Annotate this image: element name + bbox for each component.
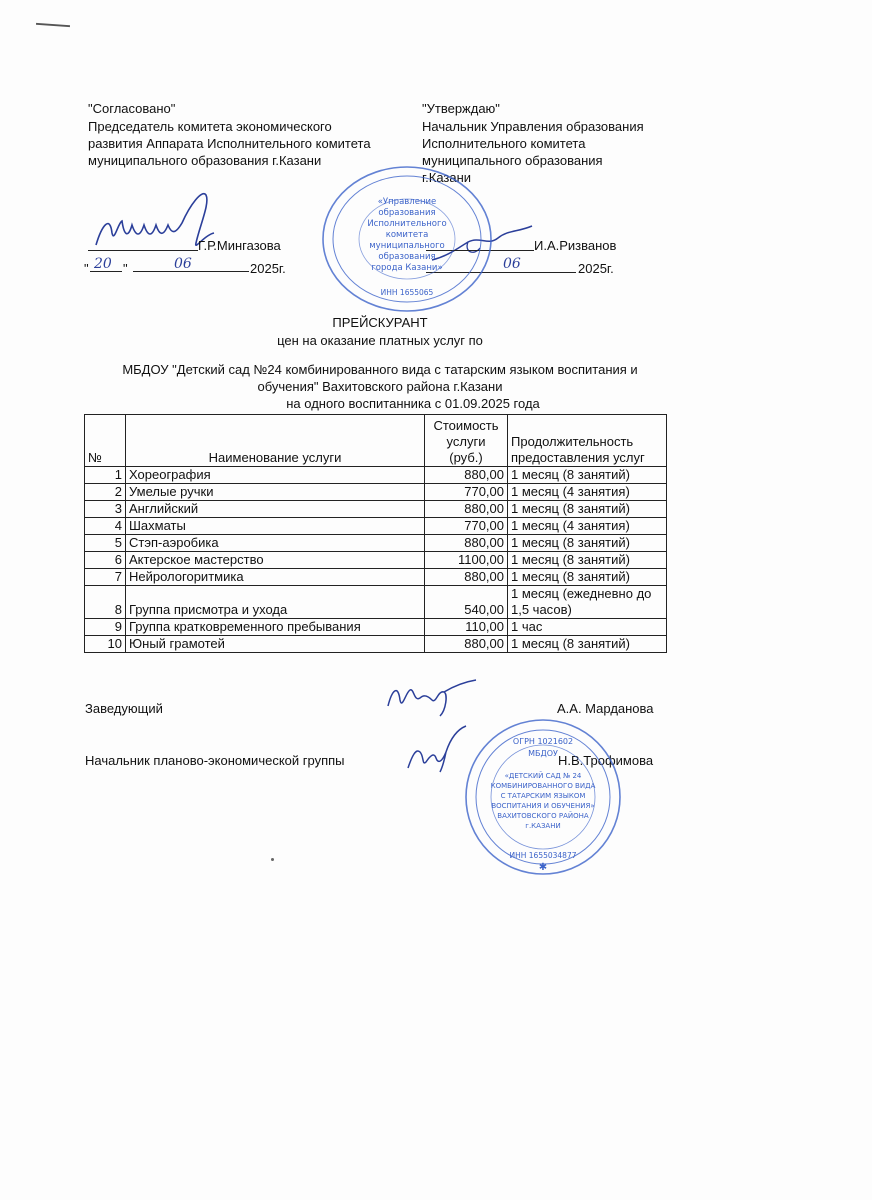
stamp-top-line: города Казани»	[371, 263, 443, 273]
row-num: 9	[85, 619, 126, 636]
date-year: 2025г.	[578, 261, 614, 276]
stamp-education-department	[320, 164, 494, 314]
document-subtitle: цен на оказание платных услуг по	[277, 333, 483, 348]
stamp-top-line: Исполнительного	[367, 219, 447, 229]
table-row	[85, 569, 667, 586]
stamp-kindergarten	[463, 716, 623, 878]
row-duration: 1 месяц (8 занятий)	[508, 501, 667, 518]
approval-left-line: Председатель комитета экономического	[88, 119, 332, 134]
date-month: 06	[503, 256, 521, 272]
row-num: 4	[85, 518, 126, 535]
stamp-bottom-inn: ИНН 1655034877	[509, 851, 577, 860]
row-price: 110,00	[425, 619, 508, 636]
row-service: Актерское мастерство	[126, 552, 425, 569]
row-service: Умелые ручки	[126, 484, 425, 501]
econ-title: Начальник планово-экономической группы	[85, 753, 345, 768]
header-num: №	[85, 415, 126, 467]
approval-right-line: г.Казани	[422, 170, 472, 185]
price-table	[84, 414, 667, 653]
stamp-top-line: образования	[378, 208, 436, 218]
row-num: 8	[85, 586, 126, 619]
stamp-bottom-line: «ДЕТСКИЙ САД № 24	[504, 772, 582, 780]
row-duration: 1 месяц (4 занятия)	[508, 518, 667, 535]
stamp-top-line: муниципального	[369, 241, 445, 251]
row-duration: 1 месяц (8 занятий)	[508, 636, 667, 653]
row-service: Нейрологоритмика	[126, 569, 425, 586]
stamp-bottom-line: КОМБИНИРОВАННОГО ВИДА	[490, 782, 596, 790]
stamp-bottom-ogrn: ОГРН 1021602	[512, 737, 574, 746]
row-service: Группа присмотра и ухода	[126, 586, 425, 619]
row-duration: 1 месяц (8 занятий)	[508, 535, 667, 552]
date-quote-open: "	[84, 261, 89, 276]
table-row	[85, 501, 667, 518]
row-num: 2	[85, 484, 126, 501]
date-year: 2025г.	[250, 261, 286, 276]
approval-right-name: И.А.Ризванов	[534, 238, 617, 253]
approval-left-name: Г.Р.Мингазова	[198, 238, 281, 253]
stamp-top-inn: ИНН 1655065	[380, 288, 434, 297]
row-duration: 1 месяц (8 занятий)	[508, 569, 667, 586]
row-price: 880,00	[425, 501, 508, 518]
stamp-bottom-line: г.КАЗАНИ	[525, 822, 561, 830]
document-title: ПРЕЙСКУРАНТ	[332, 315, 428, 330]
table-row	[85, 535, 667, 552]
row-price: 880,00	[425, 535, 508, 552]
row-price: 1100,00	[425, 552, 508, 569]
row-duration: 1 месяц (8 занятий)	[508, 467, 667, 484]
row-num: 10	[85, 636, 126, 653]
approval-right-line: муниципального образования	[422, 153, 603, 168]
header-name: Наименование услуги	[126, 415, 425, 467]
row-duration	[508, 586, 667, 619]
stamp-bottom-head: МБДОУ	[528, 749, 558, 758]
stamp-star-icon: ✱	[538, 862, 548, 873]
row-num: 3	[85, 501, 126, 518]
stamp-top-line: «Управление	[377, 197, 437, 207]
table-row	[85, 619, 667, 636]
organization-line: обучения" Вахитовского района г.Казани	[257, 379, 503, 394]
header-price-line: (руб.)	[449, 450, 483, 465]
row-duration: 1 месяц (8 занятий)	[508, 552, 667, 569]
organization-line: МБДОУ "Детский сад №24 комбинированного вида с татарским языком воспитания и	[122, 362, 638, 377]
table-row	[85, 467, 667, 484]
row-duration: 1 час	[508, 619, 667, 636]
header-price-line: услуги	[446, 434, 486, 449]
row-duration-line: 1 месяц (ежедневно до	[511, 586, 652, 601]
row-service: Юный грамотей	[126, 636, 425, 653]
approval-right-heading: "Утверждаю"	[422, 101, 500, 116]
approval-left-heading: "Согласовано"	[88, 101, 176, 116]
stamp-top-line: комитета	[385, 230, 429, 240]
row-service: Шахматы	[126, 518, 425, 535]
date-day: 20	[94, 256, 112, 272]
row-service: Английский	[126, 501, 425, 518]
approval-right-line: Начальник Управления образования	[422, 119, 644, 134]
table-row	[85, 484, 667, 501]
date-month: 06	[174, 256, 192, 272]
stamp-bottom-line: С ТАТАРСКИМ ЯЗЫКОМ	[500, 792, 586, 800]
table-row	[85, 552, 667, 569]
row-price: 880,00	[425, 467, 508, 484]
row-duration-line: 1,5 часов)	[511, 602, 572, 617]
date-quote-close: "	[123, 261, 128, 276]
row-num: 6	[85, 552, 126, 569]
approval-left-line: муниципального образования г.Казани	[88, 153, 322, 168]
row-price: 770,00	[425, 484, 508, 501]
dust-dot	[271, 858, 274, 861]
table-row	[85, 636, 667, 653]
stamp-top-line: образования	[378, 252, 436, 262]
scan-mark	[36, 23, 70, 27]
row-num: 5	[85, 535, 126, 552]
row-duration: 1 месяц (4 занятия)	[508, 484, 667, 501]
row-num: 7	[85, 569, 126, 586]
head-title: Заведующий	[85, 701, 163, 716]
econ-name: Н.В.Трофимова	[558, 753, 654, 768]
stamp-bottom-line: ВАХИТОВСКОГО РАЙОНА	[497, 812, 589, 820]
signature-line	[88, 236, 198, 251]
row-num: 1	[85, 467, 126, 484]
approval-right-line: Исполнительного комитета	[422, 136, 586, 151]
head-name: А.А. Марданова	[557, 701, 654, 716]
approval-left-line: развития Аппарата Исполнительного комитета	[88, 136, 371, 151]
row-price: 880,00	[425, 636, 508, 653]
table-row	[85, 518, 667, 535]
row-service: Группа кратковременного пребывания	[126, 619, 425, 636]
header-price	[425, 415, 508, 467]
row-price: 540,00	[425, 586, 508, 619]
table-row	[85, 586, 667, 619]
header-price-line: Стоимость	[433, 418, 499, 433]
stamp-bottom-line: ВОСПИТАНИЯ И ОБУЧЕНИЯ»	[491, 802, 595, 810]
row-price: 880,00	[425, 569, 508, 586]
row-service: Хореография	[126, 467, 425, 484]
header-duration-line: предоставления услуг	[511, 450, 645, 465]
row-service: Стэп-аэробика	[126, 535, 425, 552]
header-duration	[508, 415, 667, 467]
header-duration-line: Продолжительность	[511, 434, 634, 449]
row-price: 770,00	[425, 518, 508, 535]
per-child-line: на одного воспитанника с 01.09.2025 года	[286, 396, 540, 411]
